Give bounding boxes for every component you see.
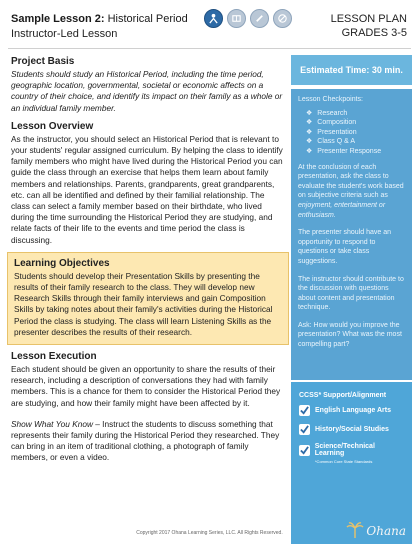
swyk-text: – Instruct the students to discuss something that represents their family during the Historical Period they researched. They can bring in an item of traditional clothing, a photograph of family members, or even a video. [11,418,280,463]
swyk-label: Show What You Know [11,418,93,429]
list-item: ❖ Class Q & A [306,138,356,146]
diamond-bullet-icon: ❖ [306,109,313,117]
instructor-paragraph: The instructor should contribute to the discussion with questions about content and presentation technique. [298,275,404,312]
grade-info [331,12,407,40]
evaluation-paragraph: At the conclusion of each presentation, ask the class to evaluate the student's work based on subjective criteria such as enjoyment, entertainment or enthusiasm. [298,163,404,219]
diamond-bullet-icon: ❖ [306,147,313,155]
checkbox-icon [299,405,310,416]
list-item: ❖ Presenter Response [306,147,382,155]
overview-heading: Lesson Overview [11,120,94,132]
lesson-title [11,12,188,26]
logo-text: Ohana [366,524,406,538]
plan-label: LESSON PLAN [330,13,407,25]
overview-text: As the instructor, you should select an Historical Period that is relevant to your students' regular assigned curriculum. By helping the class to identify family members who might have lived during the Historical Period you can guide the class through an exercise that helps them learn about family members and relationships. Parents, grandparents, great grandparents, etc. can all be identified and defined by their familial relationship. The class can select a family member based on their birthdate, who lived during the time surrounding the Historical Period they are studying, and relate facts of their life to the events and time period the class is discussing. [11,133,283,245]
lesson-label: Sample Lesson 2: [11,13,105,25]
checkpoints-panel [291,89,412,380]
basis-text: Students should study an Historical Period, including the time period, geographic location, governmental, societal or economic affects on a country of their choice, and identify its impact on their family as a whole or an individual family member. [11,69,283,113]
checkbox-icon [299,424,310,435]
objectives-text: Students should develop their Presentation Skills by presenting the results of their family research to the class. They will develop new Research Skills through their family interviews and gain Composition Skills by taking notes about their family's activities during the Historical Period the class is studying. The class will learn Listening Skills as the presenter describes the results of their research. [14,270,273,337]
checkbox-icon [299,445,310,456]
list-item: ❖ Composition [306,119,357,127]
basis-heading: Project Basis [11,56,75,67]
ccss-item: Science/Technical Learning [299,443,404,457]
list-item: ❖ Research [306,109,348,117]
header-divider [8,48,411,49]
no-icon [273,9,292,28]
ccss-title: CCSS* Support/Alignment [299,392,387,399]
sidebar [291,55,412,380]
ccss-panel [291,382,412,544]
execution-heading: Lesson Execution [11,351,97,363]
objectives-box [7,252,289,345]
list-item: ❖ Presentation [306,128,357,136]
grades-label: GRADES 3-5 [341,27,407,39]
checkpoints-list [306,109,405,157]
execution-text: Each student should be given an opportunity to share the results of their research, including a description of conversations they had with family members. This is a chance for them to consider the Historical Period they are studying, and how their family might have been affected by it. [11,364,281,408]
estimated-time: Estimated Time: 30 min. [291,55,412,85]
show-what-you-know [11,419,285,464]
diamond-bullet-icon: ❖ [306,119,313,127]
footer-copyright: Copyright 2017 Ohana Learning Series, LLC. All Rights Reserved. [136,530,283,536]
lesson-name: Historical Period [107,13,188,25]
presenter-icon [204,9,223,28]
ccss-item: History/Social Studies [299,424,404,435]
book-icon [227,9,246,28]
header [0,0,419,50]
lesson-subtitle: Instructor-Led Lesson [11,28,118,40]
ask-paragraph: Ask: How would you improve the presentation? What was the most compelling part? [298,321,402,349]
pencil-icon [250,9,269,28]
diamond-bullet-icon: ❖ [306,138,313,146]
main-content [11,55,285,464]
ccss-note: *Common Core State Standards [315,459,373,464]
presenter-paragraph: The presenter should have an opportunity to respond to questions or take class suggestions. [298,229,392,265]
ccss-item: English Language Arts [299,405,404,416]
diamond-bullet-icon: ❖ [306,128,313,136]
checkpoints-label: Lesson Checkpoints: [298,96,363,103]
icon-row [204,9,292,28]
objectives-heading: Learning Objectives [14,257,110,269]
